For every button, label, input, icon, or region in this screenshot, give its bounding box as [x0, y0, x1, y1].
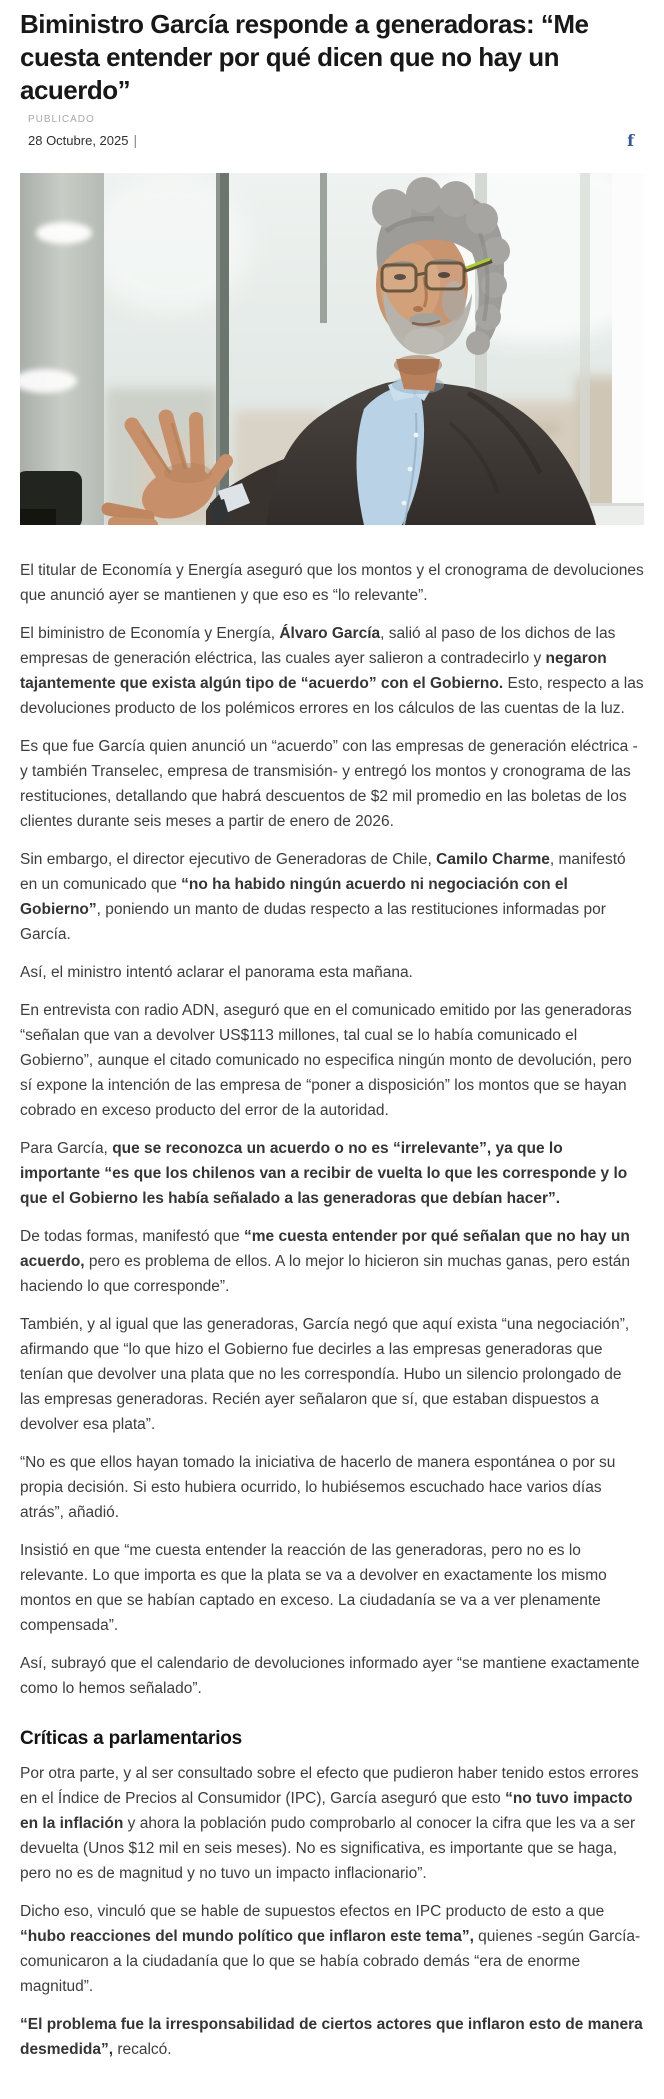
- article-paragraph: Sin embargo, el director ejecutivo de Generadoras de Chile, Camilo Charme, manifestó en un comunicado que “no ha habido ningún acuerdo ni negociación con el Gobierno”, poniendo un manto de dudas respecto a las restituciones informadas por García.: [20, 851, 626, 943]
- article-paragraph: El biministro de Economía y Energía, Álvaro García, salió al paso de los dichos de las empresas de generación eléctrica, las cuales ayer salieron a contradecirlo y negaron tajantemente que exista algún tipo de “acuerdo” con el Gobierno. Esto, respecto a las devoluciones producto de los polémicos errores en los cálculos de las cuentas de la luz.: [20, 625, 644, 717]
- published-label: PUBLICADO: [28, 114, 95, 125]
- publish-date-line: [28, 131, 644, 150]
- article-title: Biministro García responde a generadoras: “Me cuesta entender por qué dicen que no hay un acuerdo”: [20, 9, 589, 105]
- article-paragraph: Es que fue García quien anunció un “acuerdo” con las empresas de generación eléctrica -y también Transelec, empresa de transmisión- y entregó los montos y cronograma de las restituciones, detallando que habrá descuentos de $2 mil promedio en las boletas de los clientes durante seis meses a partir de enero de 2026.: [20, 738, 638, 830]
- section-heading: Críticas a parlamentarios: [20, 1728, 243, 1749]
- hero-image: [20, 173, 644, 525]
- article-paragraph: Insistió en que “me cuesta entender la reacción de las generadoras, pero no es lo relevante. Lo que importa es que la plata se va a devolver en exactamente los mismo montos en que se habían captado en exceso. La ciudadanía se va a ver plenamente compensada”.: [20, 1542, 607, 1634]
- article-meta: [20, 113, 644, 159]
- article-paragraph: Dicho eso, vinculó que se hable de supuestos efectos en IPC producto de esto a que “hubo reacciones del mundo político que inflaron este tema”, quienes -según García- comunicaron a la ciudadanía que lo que se había cobrado demás “era de enorme magnitud”.: [20, 1903, 641, 1995]
- article-paragraph: El titular de Economía y Energía aseguró que los montos y el cronograma de devoluciones que anunció ayer se mantienen y que eso es “lo relevante”.: [20, 562, 644, 604]
- publish-date: 28 Octubre, 2025: [28, 133, 129, 148]
- date-separator: |: [133, 132, 138, 148]
- article-paragraph: Así, el ministro intentó aclarar el panorama esta mañana.: [20, 964, 413, 981]
- article-paragraph: También, y al igual que las generadoras, García negó que aquí exista “una negociación”, afirmando que “lo que hizo el Gobierno fue decirles a las empresas generadoras que tenían que devolver una plata que no les correspondía. Hubo un silencio prolongado de las empresas generadoras. Recién ayer señalaron que sí, que estaban dispuestos a devolver esa plata”.: [20, 1316, 630, 1433]
- article-paragraph: Para García, que se reconozca un acuerdo o no es “irrelevante”, ya que lo importante “es que los chilenos van a recibir de vuelta lo que les corresponde y lo que el Gobierno les había señalado a las generadoras que debían hacer”.: [20, 1140, 628, 1207]
- article-body: [20, 558, 644, 2062]
- article-paragraph: “El problema fue la irresponsabilidad de ciertos actores que inflaron esto de manera desmedida”, recalcó.: [20, 2016, 643, 2058]
- article-paragraph: De todas formas, manifestó que “me cuesta entender por qué señalan que no hay un acuerdo, pero es problema de ellos. A lo mejor lo hicieron sin muchas ganas, pero están haciendo lo que corresponde”.: [20, 1228, 631, 1295]
- article-paragraph: “No es que ellos hayan tomado la iniciativa de hacerlo de manera espontánea o por su propia decisión. Si esto hubiera ocurrido, lo hubiésemos escuchado hace varios días atrás”, añadió.: [20, 1454, 616, 1521]
- article-paragraph: Por otra parte, y al ser consultado sobre el efecto que pudieron haber tenido estos errores en el Índice de Precios al Consumidor (IPC), García aseguró que esto “no tuvo impacto en la inflación y ahora la población pudo comprobarlo al conocer la cifra que les va a ser devuelta (Unos $12 mil en seis meses). No es significativa, es importante que se haga, pero no es de magnitud y no tuvo un impacto inflacionario”.: [20, 1765, 639, 1882]
- facebook-share-icon[interactable]: f: [627, 131, 634, 150]
- article-paragraph: Así, subrayó que el calendario de devoluciones informado ayer “se mantiene exactamente como lo hemos señalado”.: [20, 1655, 640, 1697]
- article-paragraph: En entrevista con radio ADN, aseguró que en el comunicado emitido por las generadoras “señalan que van a devolver US$113 millones, tal cual se lo había comunicado el Gobierno”, aunque el citado comunicado no especifica ningún monto de devolución, pero sí expone la intención de las empresa de “poner a disposición” los montos que se hayan cobrado en exceso producto del error de la autoridad.: [20, 1002, 632, 1119]
